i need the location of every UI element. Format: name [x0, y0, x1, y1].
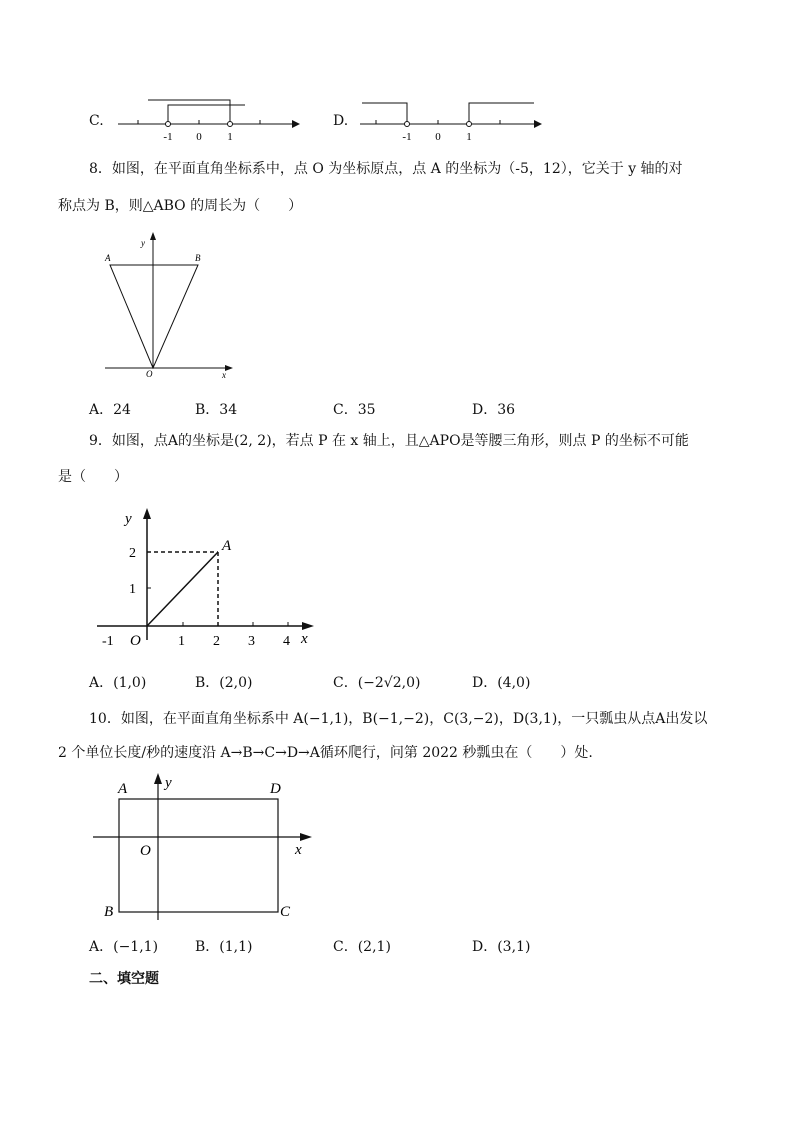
q10-label-a: A	[118, 781, 128, 797]
q7-option-c-label: C.	[89, 113, 104, 129]
q9-label-y: y	[125, 511, 132, 527]
q9-option-c[interactable]: C．(−2√2,0)	[333, 675, 421, 691]
q7d-tick-0: 0	[435, 131, 441, 143]
q8-label-y: y	[141, 238, 145, 248]
q9-option-d[interactable]: D．(4,0)	[472, 675, 531, 691]
q10-option-a[interactable]: A．(−1,1)	[89, 939, 159, 955]
q8-label-a: A	[105, 253, 111, 263]
q10-label-b: B	[104, 904, 114, 920]
q8-label-b: B	[195, 253, 201, 263]
q10-option-d[interactable]: D．(3,1)	[472, 939, 531, 955]
q9-xtick-neg1: -1	[102, 634, 114, 649]
q10-option-c[interactable]: C．(2,1)	[333, 939, 391, 955]
q9-xtick-1: 1	[178, 634, 185, 649]
q10-stem-line2: 2 个单位长度/秒的速度沿 A→B→C→D→A循环爬行，问第 2022 秒瓢虫在（ ）处.	[58, 745, 593, 761]
q10-label-y: y	[165, 775, 172, 791]
q7-option-c-number-line	[110, 95, 300, 145]
q9-ytick-1: 1	[129, 582, 136, 597]
q7c-tick-neg1: -1	[163, 131, 173, 143]
q9-xtick-3: 3	[248, 634, 255, 649]
q8-figure	[95, 228, 245, 383]
q10-label-o: O	[140, 843, 151, 859]
q7d-tick-1: 1	[466, 131, 472, 143]
q10-label-x: x	[295, 842, 302, 858]
q8-stem-line1: 8．如图，在平面直角坐标系中，点 O 为坐标原点，点 A 的坐标为（-5，12），它关于 y 轴的对	[89, 161, 683, 177]
q8-stem-line2: 称点为 B，则△ABO 的周长为（ ）	[58, 198, 303, 214]
q7-option-d-label: D.	[333, 113, 349, 129]
q9-option-a[interactable]: A．(1,0)	[89, 675, 147, 691]
q9-stem-line1: 9．如图，点A的坐标是(2, 2)，若点 P 在 x 轴上，且△APO是等腰三角形，则点 P 的坐标不可能	[89, 433, 689, 449]
q9-figure	[92, 505, 322, 655]
q9-option-b[interactable]: B．(2,0)	[195, 675, 253, 691]
q10-label-d: D	[270, 781, 281, 797]
q8-option-a[interactable]: A．24	[89, 402, 131, 418]
q8-label-o: O	[146, 369, 153, 379]
q10-figure	[90, 770, 320, 922]
q7-option-d-number-line	[352, 95, 542, 145]
q10-label-c: C	[280, 904, 291, 920]
q9-label-o: O	[130, 633, 141, 649]
q9-xtick-2: 2	[213, 634, 220, 649]
q9-stem-line2: 是（ ）	[58, 469, 128, 485]
q10-stem-line1: 10．如图，在平面直角坐标系中 A(−1,1)，B(−1,−2)，C(3,−2)，D(3,1)，一只瓢虫从点A出发以	[89, 711, 708, 727]
q9-ytick-2: 2	[129, 546, 136, 561]
q9-label-a: A	[222, 538, 232, 554]
q8-label-x: x	[222, 370, 226, 380]
q7d-tick-neg1: -1	[402, 131, 412, 143]
q7c-tick-0: 0	[196, 131, 202, 143]
q9-label-x: x	[301, 631, 308, 647]
q8-option-b[interactable]: B．34	[195, 402, 238, 418]
q10-option-b[interactable]: B．(1,1)	[195, 939, 253, 955]
section-heading-fill-in: 二、填空题	[89, 971, 159, 987]
q8-option-d[interactable]: D．36	[472, 402, 516, 418]
q8-option-c[interactable]: C．35	[333, 402, 376, 418]
q9-xtick-4: 4	[283, 634, 290, 649]
q7c-tick-1: 1	[227, 131, 233, 143]
